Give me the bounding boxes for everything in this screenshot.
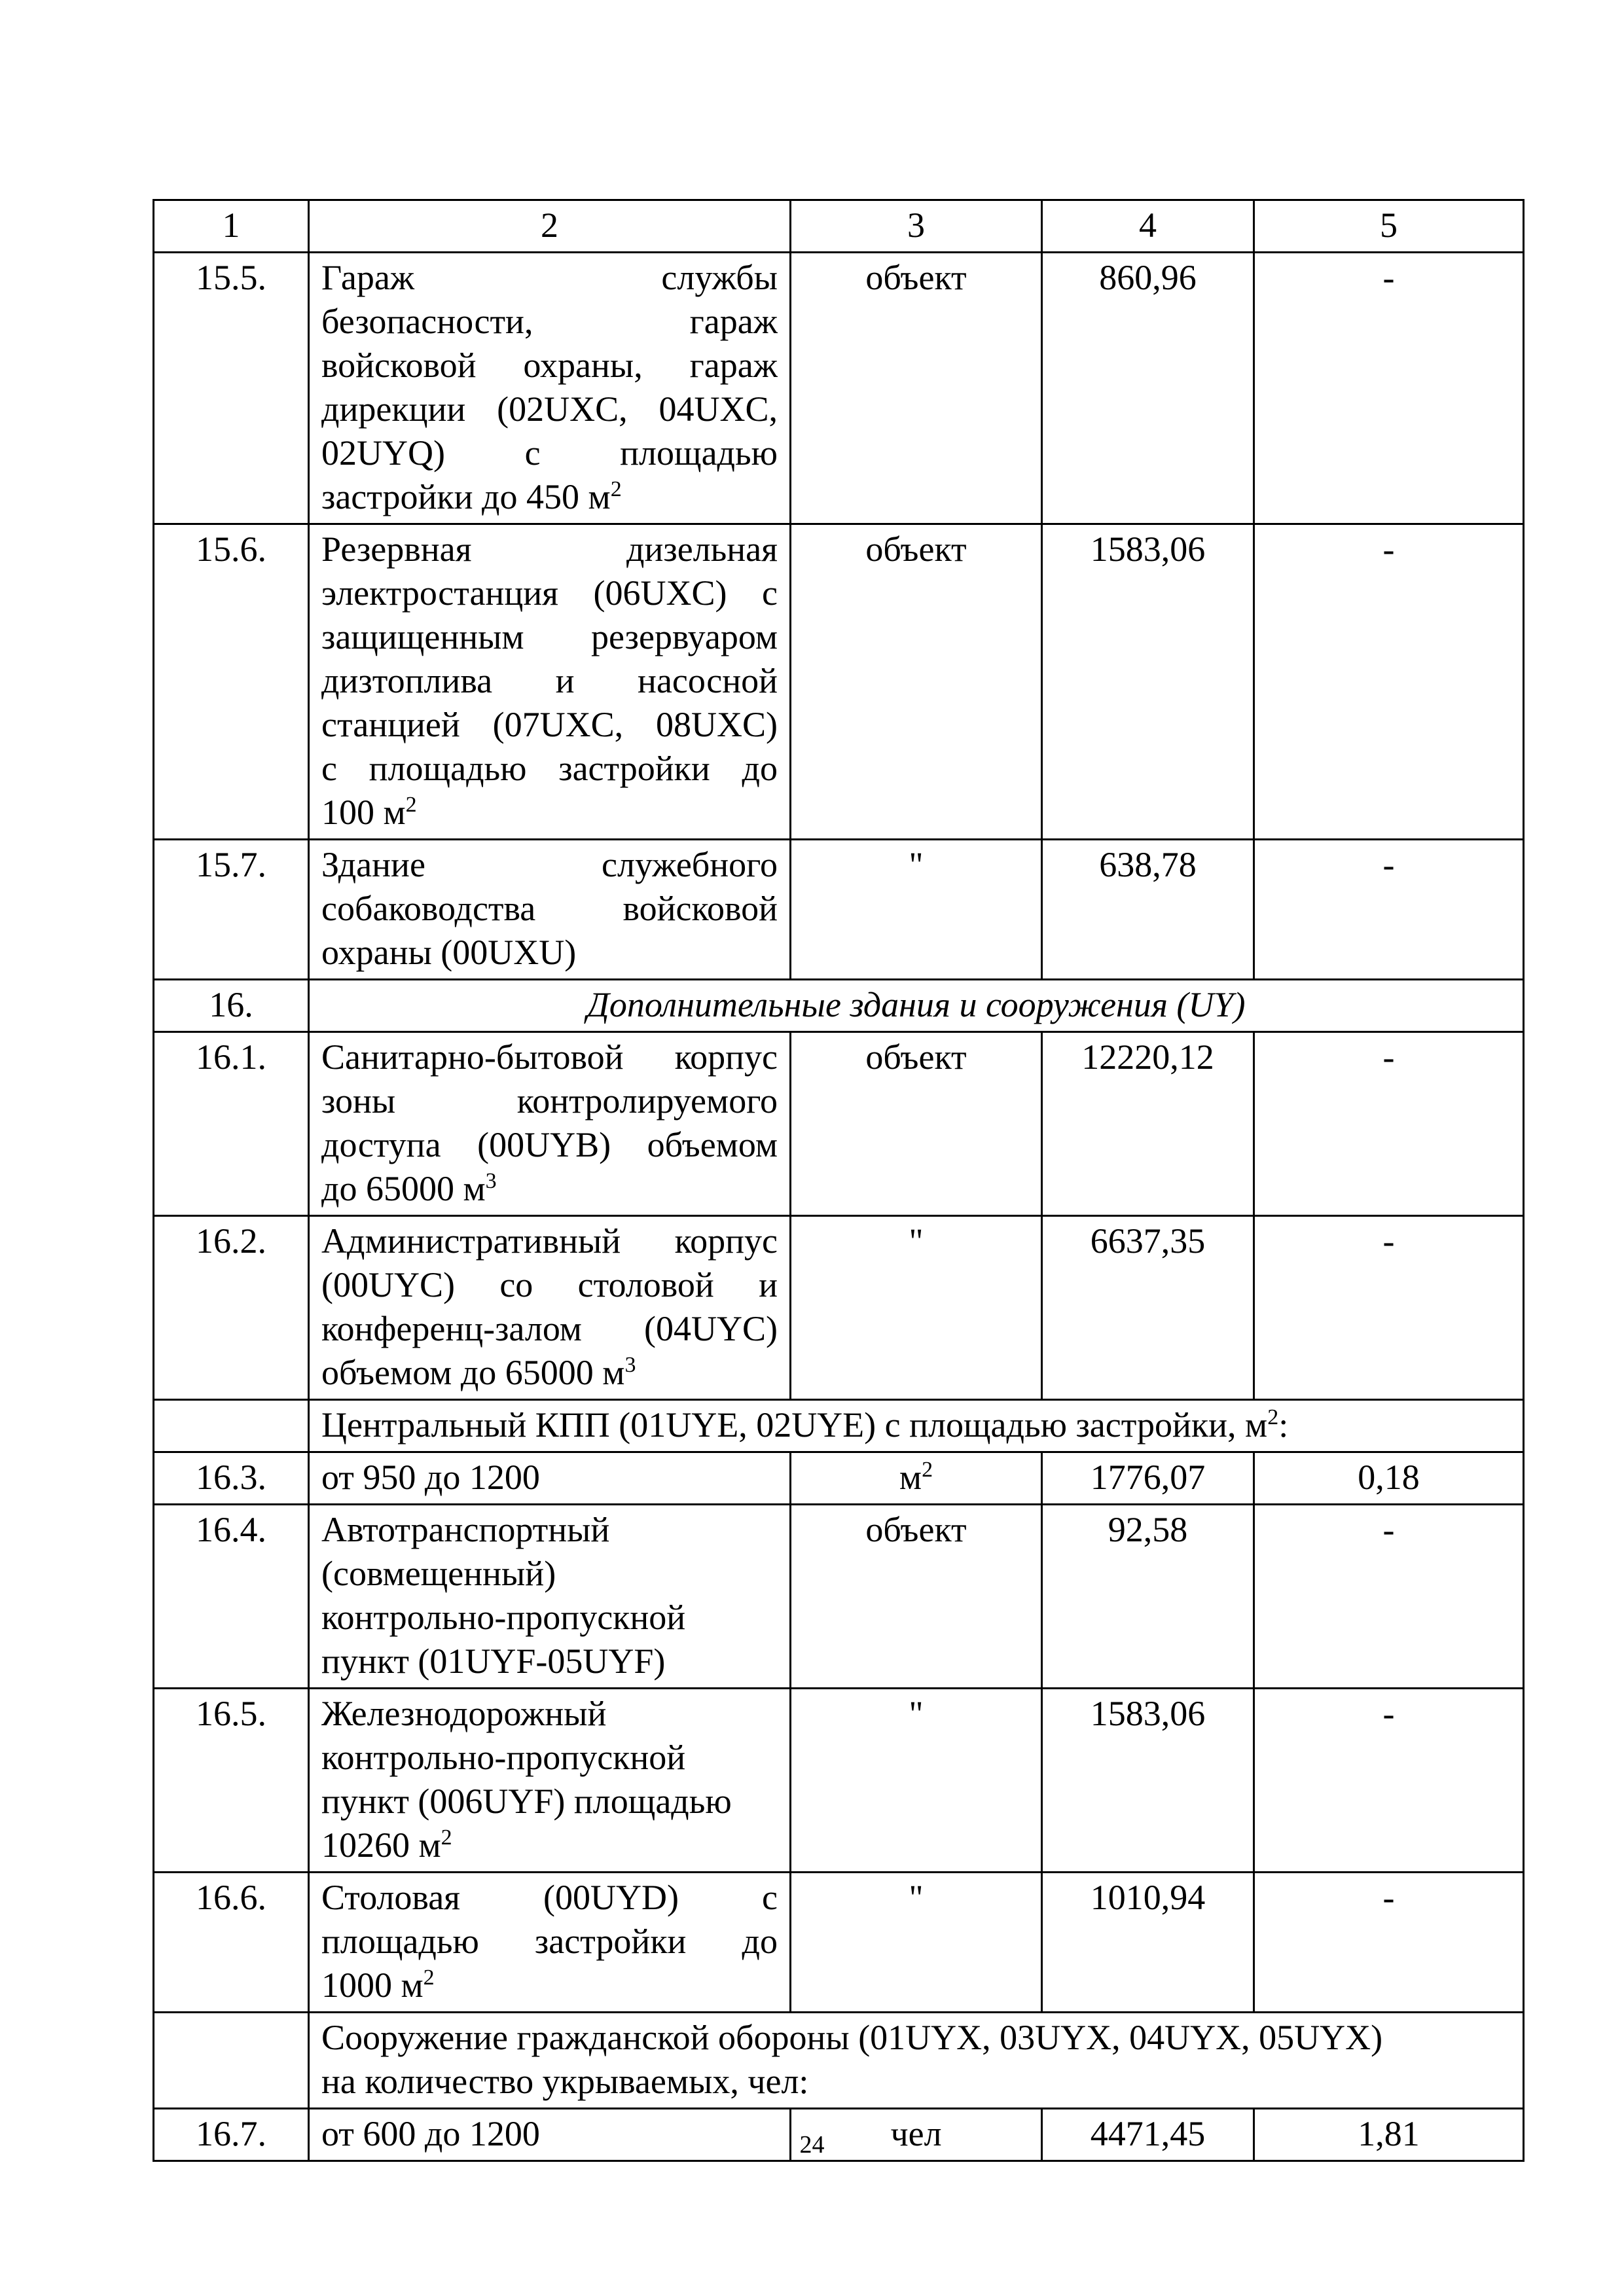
subgroup-title: Центральный КПП (01UYE, 02UYE) с площадью застройки, $м^2$: — [309, 1400, 1524, 1452]
section-title: Дополнительные здания и сооружения (UY) — [309, 980, 1524, 1032]
table-row — [154, 524, 1524, 840]
header-cell: 4 — [1042, 200, 1254, 253]
row-number: 16.3. — [154, 1452, 309, 1505]
table-row — [154, 1873, 1524, 2013]
row-number: 16.4. — [154, 1505, 309, 1689]
table-row — [154, 840, 1524, 980]
row-price: 638,78 — [1042, 840, 1254, 980]
row-coefficient: - — [1254, 1216, 1524, 1400]
row-description: Здание служебного собаководства войсковой охраны (00UXU) — [309, 840, 791, 980]
table-header-row — [154, 200, 1524, 253]
table-row — [154, 1689, 1524, 1873]
row-price: 92,58 — [1042, 1505, 1254, 1689]
row-number-empty — [154, 2013, 309, 2109]
row-unit: " — [791, 1216, 1042, 1400]
row-coefficient: - — [1254, 1689, 1524, 1873]
price-table — [153, 199, 1525, 2162]
header-cell: 1 — [154, 200, 309, 253]
row-unit: объект — [791, 253, 1042, 524]
page-number: 24 — [799, 2131, 825, 2159]
row-unit: " — [791, 1873, 1042, 2013]
row-number: 16.6. — [154, 1873, 309, 2013]
row-price: 1583,06 — [1042, 1689, 1254, 1873]
row-coefficient: - — [1254, 1032, 1524, 1216]
row-price: 860,96 — [1042, 253, 1254, 524]
row-description: Автотранспортный (совмещенный) контрольно-пропускной пункт (01UYF-05UYF) — [309, 1505, 791, 1689]
row-price: 1776,07 — [1042, 1452, 1254, 1505]
row-number: 16.7. — [154, 2109, 309, 2161]
row-description: от 950 до 1200 — [309, 1452, 791, 1505]
row-number: 16.2. — [154, 1216, 309, 1400]
row-unit: объект — [791, 524, 1042, 840]
header-cell: 3 — [791, 200, 1042, 253]
row-number: 16.1. — [154, 1032, 309, 1216]
row-price: 6637,35 — [1042, 1216, 1254, 1400]
row-unit: чел — [791, 2109, 1042, 2161]
row-number: 16. — [154, 980, 309, 1032]
row-description: Железнодорожный контрольно-пропускной пункт (006UYF) площадью 10260 $м^2$ — [309, 1689, 791, 1873]
row-description: Столовая (00UYD) с площадью застройки до 1000 $м^2$ — [309, 1873, 791, 2013]
row-description: от 600 до 1200 — [309, 2109, 791, 2161]
row-number-empty — [154, 1400, 309, 1452]
row-coefficient: - — [1254, 1505, 1524, 1689]
subgroup-row — [154, 2013, 1524, 2109]
row-description: Резервная дизельная электростанция (06UXC) с защищенным резервуаром дизтоплива и насосной станцией (07UXC, 08UXC) с площадью застройки до 100 $м^2$ — [309, 524, 791, 840]
table-row — [154, 1505, 1524, 1689]
row-price: 1010,94 — [1042, 1873, 1254, 2013]
header-cell: 2 — [309, 200, 791, 253]
row-price: 4471,45 — [1042, 2109, 1254, 2161]
row-number: 15.5. — [154, 253, 309, 524]
row-coefficient: - — [1254, 253, 1524, 524]
subgroup-title: Сооружение гражданской обороны (01UYX, 03UYX, 04UYX, 05UYX) на количество укрываемых, чел: — [309, 2013, 1524, 2109]
row-unit: $м^2$ — [791, 1452, 1042, 1505]
row-number: 15.6. — [154, 524, 309, 840]
row-number: 15.7. — [154, 840, 309, 980]
row-coefficient: 1,81 — [1254, 2109, 1524, 2161]
section-header-row — [154, 980, 1524, 1032]
row-unit: объект — [791, 1505, 1042, 1689]
row-coefficient: - — [1254, 524, 1524, 840]
row-price: 1583,06 — [1042, 524, 1254, 840]
table-row — [154, 1216, 1524, 1400]
row-coefficient: - — [1254, 840, 1524, 980]
row-number: 16.5. — [154, 1689, 309, 1873]
row-description: Санитарно-бытовой корпус зоны контролируемого доступа (00UYB) объемом до 65000 $м^3$ — [309, 1032, 791, 1216]
row-price: 12220,12 — [1042, 1032, 1254, 1216]
row-description: Административный корпус (00UYC) со столовой и конференц-залом (04UYC) объемом до 65000 $м^3$ — [309, 1216, 791, 1400]
row-unit: " — [791, 1689, 1042, 1873]
row-description: Гараж службы безопасности, гараж войсковой охраны, гараж дирекции (02UXC, 04UXC, 02UYQ) с площадью застройки до 450 $м^2$ — [309, 253, 791, 524]
table-row — [154, 1032, 1524, 1216]
row-coefficient: 0,18 — [1254, 1452, 1524, 1505]
table-row — [154, 1452, 1524, 1505]
header-cell: 5 — [1254, 200, 1524, 253]
table-row — [154, 253, 1524, 524]
row-coefficient: - — [1254, 1873, 1524, 2013]
row-unit: " — [791, 840, 1042, 980]
subgroup-row — [154, 1400, 1524, 1452]
row-unit: объект — [791, 1032, 1042, 1216]
